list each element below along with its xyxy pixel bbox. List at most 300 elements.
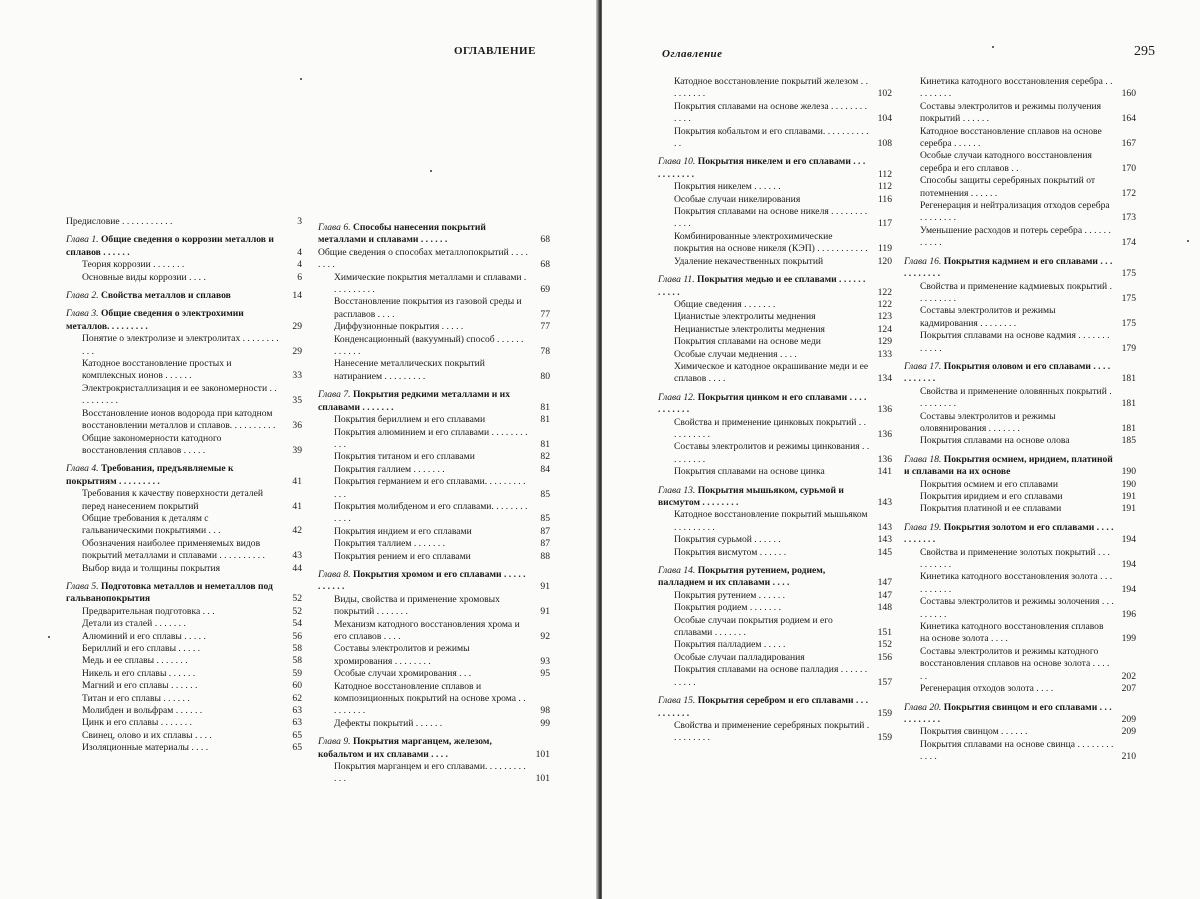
entry-title: Молибден и вольфрам . . . . . . (82, 705, 203, 717)
toc-entry (66, 216, 302, 228)
entry-page-number: 92 (540, 631, 550, 642)
entry-title: Свойства и применение цинковых покрытий . . . . . . . . . . (674, 416, 866, 440)
entry-title: Составы электролитов и режимы хромирования . . . . . . . . (334, 643, 470, 667)
entry-title: Нецианистые электролиты меднения (674, 323, 825, 335)
toc-entry (674, 231, 892, 256)
entry-title: Покрытия рением и его сплавами (334, 550, 471, 562)
entry-page-number: 194 (1121, 534, 1136, 546)
entry-title: Составы электролитов и режимы катодного восстановления сплавов на основе золота . . . . . . (920, 645, 1110, 682)
toc-entry (82, 680, 302, 692)
entry-page-number: 152 (877, 639, 892, 651)
entry-page-number: 194 (1121, 583, 1136, 595)
entry-page-number: 3 (297, 216, 302, 227)
entry-title: Механизм катодного восстановления хрома и его сплавов . . . . (334, 618, 520, 642)
toc-entry (82, 717, 302, 729)
entry-title: Титан и его сплавы . . . . . . (82, 692, 190, 704)
entry-title: Изоляционные материалы . . . . (82, 742, 209, 754)
toc-entry (920, 683, 1136, 695)
toc-entry (674, 602, 892, 614)
toc-entry (674, 361, 892, 386)
entry-title: Цинк и его сплавы . . . . . . . (82, 717, 192, 729)
toc-entry (334, 594, 550, 619)
entry-title: Покрытия свинцом . . . . . . (920, 726, 1028, 738)
entry-title: Общие закономерности катодного восстановления сплавов . . . . . (82, 432, 222, 456)
entry-page-number: 101 (535, 748, 550, 760)
entry-page-number: 104 (877, 113, 892, 125)
entry-page-number: 59 (292, 667, 302, 679)
entry-page-number: 209 (1121, 726, 1136, 738)
entry-page-number: 122 (877, 286, 892, 298)
toc-entry (334, 414, 550, 426)
chapter-number: Глава 7. (318, 389, 353, 401)
entry-title: Химические покрытия металлами и сплавами . . . . . . . . . . (334, 271, 527, 296)
chapter-title: Свойства металлов и сплавов (100, 290, 231, 302)
entry-page-number: 39 (292, 444, 302, 456)
entry-page-number: 99 (540, 717, 550, 729)
chapter-title: Покрытия золотом и его сплавами . . . . . . . . . . . (904, 521, 1114, 546)
toc-entry (674, 547, 892, 559)
toc-chapter-entry (904, 702, 1136, 727)
entry-title: Покрытия сплавами на основе цинка (674, 466, 825, 478)
toc-entry (674, 664, 892, 689)
chapter-title: Общие сведения о коррозии металлов и сплавов . . . . . . (66, 234, 274, 258)
entry-title: Химическое и катодное окрашивание меди и ее сплавов . . . . (674, 360, 869, 385)
entry-page-number: 196 (1121, 608, 1136, 620)
toc-entry (674, 534, 892, 546)
entry-page-number: 136 (877, 453, 892, 465)
toc-entry (674, 590, 892, 602)
entry-title: Обозначения наиболее применяемых видов покрытий металлами и сплавами . . . . . . . . . . (82, 537, 265, 562)
entry-title: Общие требования к деталям с гальваническими покрытиями . . . (82, 512, 221, 537)
toc-entry (920, 596, 1136, 621)
entry-title: Покрытия сплавами на основе олова (920, 435, 1070, 447)
entry-title: Катодное восстановление сплавов на основе серебра . . . . . . (920, 125, 1102, 150)
entry-page-number: 58 (292, 643, 302, 654)
toc-entry (920, 491, 1136, 503)
toc-entry (334, 334, 550, 359)
entry-page-number: 191 (1121, 503, 1136, 515)
entry-page-number: 87 (540, 525, 550, 537)
entry-page-number: 98 (540, 705, 550, 717)
entry-title: Особые случаи меднения . . . . (674, 348, 797, 360)
entry-title: Восстановление покрытия из газовой среды и расплавов . . . . (334, 296, 522, 320)
toc-entry (674, 76, 892, 101)
toc-entry (82, 631, 302, 643)
entry-title: Кинетика катодного восстановления золота . . . . . . . . . . (920, 571, 1113, 595)
entry-page-number: 207 (1121, 683, 1136, 695)
chapter-title: Покрытия серебром и его сплавами . . . . . . . . . . (658, 695, 868, 719)
chapter-title: Покрытия осмием, иридием, платиной и сплавами на их основе (904, 453, 1113, 478)
toc-entry (82, 272, 302, 284)
entry-page-number: 175 (1121, 317, 1136, 329)
entry-page-number: 209 (1121, 713, 1136, 725)
entry-title: Алюминий и его сплавы . . . . . (82, 630, 206, 642)
toc-entry (920, 479, 1136, 491)
toc-entry (82, 742, 302, 754)
entry-page-number: 191 (1121, 491, 1136, 502)
chapter-number: Глава 11. (658, 274, 698, 286)
toc-column-left-1 (66, 216, 302, 755)
toc-entry (674, 720, 892, 745)
toc-entry (920, 225, 1136, 250)
toc-entry (920, 281, 1136, 306)
entry-title: Покрытия сплавами на основе железа . . . . . . . . . . . . (674, 100, 867, 125)
entry-page-number: 68 (540, 234, 550, 246)
entry-title: Особые случаи покрытия родием и его сплавами . . . . . . . (674, 614, 833, 639)
entry-page-number: 210 (1121, 751, 1136, 763)
entry-title: Свойства и применение кадмиевых покрытий . . . . . . . . . (920, 280, 1112, 304)
chapter-title: Покрытия редкими металлами и их сплавами . . . . . . . (318, 389, 510, 413)
toc-entry (920, 150, 1136, 175)
toc-entry (334, 321, 550, 333)
entry-title: Конденсационный (вакуумный) способ . . . . . . . . . . . . (334, 333, 524, 358)
chapter-number: Глава 15. (658, 695, 698, 707)
chapter-title: Покрытия мышьяком, сурьмой и висмутом . . . . . . . . (658, 484, 844, 508)
entry-title: Составы электролитов и режимы цинкования . . . . . . . . . (674, 441, 870, 465)
entry-page-number: 159 (877, 732, 892, 744)
entry-page-number: 129 (877, 336, 892, 348)
chapter-number: Глава 18. (904, 453, 944, 465)
entry-page-number: 85 (540, 488, 550, 500)
chapter-number: Глава 3. (66, 308, 101, 320)
entry-title: Покрытия платиной и ее сплавами (920, 503, 1062, 515)
entry-title: Катодное восстановление сплавов и композиционных покрытий на основе хрома . . . . . . . . . (334, 680, 526, 717)
toc-entry (334, 501, 550, 526)
entry-page-number: 147 (877, 577, 892, 589)
chapter-number: Глава 8. (318, 568, 353, 580)
entry-title: Покрытия галлием . . . . . . . (334, 463, 445, 475)
toc-chapter-entry (66, 308, 302, 333)
entry-page-number: 6 (297, 271, 302, 283)
entry-page-number: 179 (1121, 342, 1136, 354)
entry-page-number: 65 (292, 742, 302, 754)
toc-entry (920, 547, 1136, 572)
toc-entry (674, 101, 892, 126)
toc-entry (318, 247, 550, 272)
entry-page-number: 120 (877, 255, 892, 267)
toc-entry (674, 509, 892, 534)
entry-title: Покрытия титаном и его сплавами (334, 451, 475, 463)
toc-entry (674, 349, 892, 361)
entry-title: Покрытия родием . . . . . . . (674, 602, 782, 614)
entry-page-number: 63 (292, 717, 302, 729)
toc-entry (334, 761, 550, 786)
entry-title: Покрытия кобальтом и его сплавами. . . . . . . . . . . . (674, 125, 869, 150)
chapter-title: Покрытия медью и ее сплавами . . . . . . . . . . . (658, 274, 866, 298)
toc-entry (334, 427, 550, 452)
entry-page-number: 116 (877, 193, 892, 205)
entry-page-number: 84 (540, 463, 550, 475)
toc-entry (674, 311, 892, 323)
entry-title: Электрокристаллизация и ее закономерности . . . . . . . . . . (82, 382, 277, 407)
entry-title: Регенерация и нейтрализация отходов серебра . . . . . . . . (920, 200, 1110, 224)
entry-title: Предисловие . . . . . . . . . . . (66, 216, 173, 227)
toc-chapter-entry (318, 736, 550, 761)
entry-page-number: 35 (292, 395, 302, 407)
entry-title: Комбинированные электрохимические покрытия на основе никеля (КЭП) . . . . . . . . . . . (674, 230, 868, 255)
entry-page-number: 181 (1121, 422, 1136, 434)
toc-chapter-entry (904, 522, 1136, 547)
entry-title: Нанесение металлических покрытий натиранием . . . . . . . . . (334, 358, 485, 382)
entry-title: Никель и его сплавы . . . . . . (82, 667, 196, 679)
entry-title: Покрытия молибденом и его сплавами. . . . . . . . . . . . (334, 500, 528, 525)
toc-entry (920, 621, 1136, 646)
entry-title: Особые случаи катодного восстановления серебра и его сплавов . . (920, 150, 1092, 174)
toc-entry (82, 513, 302, 538)
toc-entry (674, 256, 892, 268)
chapter-number: Глава 16. (904, 255, 944, 267)
chapter-title: Покрытия кадмием и его сплавами . . . . . . . . . . . (904, 255, 1113, 280)
chapter-title: Покрытия цинком и его сплавами . . . . . . . . . . . (658, 391, 867, 416)
page-number: 295 (1134, 44, 1155, 59)
entry-title: Свойства и применение серебряных покрытий . . . . . . . . . (674, 719, 870, 744)
chapter-title: Покрытия оловом и его сплавами . . . . . . . . . . . (904, 360, 1111, 385)
entry-page-number: 4 (297, 246, 302, 258)
entry-page-number: 42 (292, 525, 302, 537)
chapter-number: Глава 10. (658, 156, 698, 168)
entry-page-number: 160 (1121, 88, 1136, 100)
entry-title: Составы электролитов и режимы кадмирования . . . . . . . . (920, 305, 1056, 329)
entry-page-number: 95 (540, 668, 550, 680)
toc-entry (334, 296, 550, 321)
toc-entry (82, 538, 302, 563)
right-page (602, 0, 1200, 899)
toc-entry (920, 646, 1136, 683)
entry-title: Детали из сталей . . . . . . . (82, 618, 186, 630)
toc-entry (920, 503, 1136, 515)
entry-page-number: 52 (292, 605, 302, 617)
chapter-number: Глава 6. (318, 222, 353, 233)
toc-entry (920, 330, 1136, 355)
entry-title: Составы электролитов и режимы получения покрытий . . . . . . (920, 100, 1102, 125)
entry-title: Покрытия рутением . . . . . . (674, 589, 786, 601)
toc-column-left-2 (318, 216, 550, 786)
toc-entry (82, 358, 302, 383)
chapter-number: Глава 12. (658, 391, 698, 403)
entry-page-number: 87 (540, 538, 550, 550)
toc-chapter-entry (66, 463, 302, 488)
entry-page-number: 159 (877, 707, 892, 719)
entry-page-number: 93 (540, 655, 550, 667)
toc-entry (334, 476, 550, 501)
entry-title: Покрытия сплавами на основе свинца . . . . . . . . . . . . (920, 738, 1114, 763)
entry-title: Общие сведения о способах металлопокрытий . . . . . . . . (318, 246, 528, 271)
toc-entry (674, 324, 892, 336)
toc-entry (82, 563, 302, 575)
entry-page-number: 112 (877, 168, 892, 180)
entry-page-number: 143 (877, 534, 892, 546)
entry-page-number: 69 (540, 284, 550, 296)
entry-page-number: 81 (540, 401, 550, 413)
entry-title: Особые случаи палладирования (674, 651, 805, 663)
toc-entry (674, 126, 892, 151)
entry-page-number: 199 (1121, 633, 1136, 645)
entry-page-number: 68 (540, 259, 550, 271)
entry-title: Теория коррозии . . . . . . . (82, 259, 185, 271)
entry-page-number: 119 (877, 243, 892, 255)
toc-chapter-entry (904, 454, 1136, 479)
entry-title: Магний и его сплавы . . . . . . (82, 680, 198, 692)
entry-title: Основные виды коррозии . . . . (82, 271, 206, 283)
entry-title: Выбор вида и толщины покрытия (82, 562, 221, 574)
left-page (0, 0, 598, 899)
toc-entry (82, 606, 302, 618)
entry-page-number: 82 (540, 451, 550, 463)
toc-entry (82, 488, 302, 513)
entry-title: Катодное восстановление покрытий мышьяком . . . . . . . . . (674, 509, 868, 533)
toc-entry (334, 538, 550, 550)
toc-entry (334, 526, 550, 538)
entry-page-number: 134 (877, 373, 892, 385)
entry-title: Бериллий и его сплавы . . . . . (82, 643, 201, 654)
chapter-number: Глава 9. (318, 736, 353, 748)
entry-page-number: 4 (297, 259, 302, 271)
entry-title: Покрытия германием и его сплавами. . . . . . . . . . . . (334, 476, 526, 500)
entry-page-number: 29 (292, 320, 302, 332)
toc-entry (920, 101, 1136, 126)
toc-entry (334, 668, 550, 680)
toc-entry (920, 175, 1136, 200)
entry-title: Покрытия сплавами на основе кадмия . . . . . . . . . . . . (920, 330, 1110, 354)
entry-page-number: 91 (540, 581, 550, 593)
entry-page-number: 157 (877, 676, 892, 688)
entry-page-number: 181 (1121, 373, 1136, 385)
toc-entry (82, 693, 302, 705)
chapter-number: Глава 19. (904, 521, 944, 533)
entry-page-number: 80 (540, 370, 550, 382)
chapter-number: Глава 4. (66, 463, 101, 475)
entry-title: Покрытия висмутом . . . . . . (674, 546, 787, 558)
entry-page-number: 147 (877, 589, 892, 601)
entry-title: Кинетика катодного восстановления серебра . . . . . . . . . (920, 76, 1113, 100)
entry-page-number: 133 (877, 348, 892, 360)
entry-title: Цианистые электролиты меднения (674, 311, 816, 323)
entry-page-number: 85 (540, 513, 550, 525)
entry-page-number: 65 (292, 729, 302, 741)
entry-title: Покрытия никелем . . . . . . (674, 181, 781, 193)
entry-page-number: 164 (1121, 113, 1136, 125)
entry-page-number: 175 (1121, 268, 1136, 280)
running-head-left: ОГЛАВЛЕНИЕ (454, 45, 536, 57)
entry-title: Предварительная подготовка . . . (82, 605, 215, 617)
entry-page-number: 170 (1121, 162, 1136, 174)
entry-title: Дефекты покрытий . . . . . . (334, 717, 443, 729)
toc-entry (82, 383, 302, 408)
entry-page-number: 190 (1121, 478, 1136, 490)
chapter-title: Покрытия свинцом и его сплавами . . . . . . . . . . . (904, 701, 1112, 725)
entry-page-number: 112 (877, 181, 892, 193)
entry-page-number: 14 (292, 290, 302, 302)
entry-title: Требования к качеству поверхности деталей перед нанесением покрытий (82, 488, 263, 512)
chapter-title: Подготовка металлов и неметаллов под гальванопокрытия (66, 580, 273, 605)
entry-page-number: 156 (877, 651, 892, 663)
toc-entry (334, 464, 550, 476)
entry-title: Особые случаи хромирования . . . (334, 668, 472, 680)
toc-entry (334, 551, 550, 563)
entry-page-number: 62 (292, 692, 302, 704)
entry-title: Свойства и применение оловянных покрытий . . . . . . . . . (920, 385, 1112, 410)
toc-chapter-entry (66, 234, 302, 259)
entry-title: Покрытия сплавами на основе меди (674, 336, 821, 348)
entry-page-number: 202 (1121, 670, 1136, 682)
toc-entry (82, 408, 302, 433)
scan-speck (992, 46, 994, 48)
entry-title: Медь и ее сплавы . . . . . . . (82, 655, 188, 667)
chapter-title: Покрытия рутением, родием, палладием и их сплавами . . . . (658, 565, 826, 589)
entry-title: Покрытия бериллием и его сплавами (334, 414, 486, 426)
entry-page-number: 101 (535, 773, 550, 785)
toc-entry (674, 181, 892, 193)
entry-page-number: 167 (1121, 138, 1136, 150)
entry-page-number: 41 (292, 500, 302, 512)
entry-page-number: 190 (1121, 466, 1136, 478)
entry-page-number: 33 (292, 370, 302, 382)
toc-entry (674, 466, 892, 478)
chapter-number: Глава 17. (904, 360, 944, 372)
entry-page-number: 78 (540, 346, 550, 358)
entry-page-number: 29 (292, 345, 302, 357)
toc-entry (674, 299, 892, 311)
toc-entry (674, 336, 892, 348)
toc-chapter-entry (658, 156, 892, 181)
toc-chapter-entry (66, 290, 302, 302)
toc-entry (674, 615, 892, 640)
entry-page-number: 81 (540, 438, 550, 450)
toc-chapter-entry (318, 222, 550, 247)
toc-entry (920, 726, 1136, 738)
chapter-title: Общие сведения о электрохимии металлов. . . . . . . . . (66, 308, 244, 332)
toc-entry (82, 643, 302, 655)
entry-title: Покрытия таллием . . . . . . . (334, 538, 446, 550)
scan-speck (1187, 240, 1189, 242)
toc-entry (82, 668, 302, 680)
entry-page-number: 151 (877, 627, 892, 639)
toc-entry (334, 619, 550, 644)
toc-entry (920, 305, 1136, 330)
entry-page-number: 181 (1121, 398, 1136, 410)
toc-entry (920, 739, 1136, 764)
toc-entry (920, 435, 1136, 447)
entry-page-number: 194 (1121, 559, 1136, 571)
toc-entry (82, 618, 302, 630)
entry-title: Покрытия сурьмой . . . . . . (674, 534, 781, 546)
entry-page-number: 43 (292, 550, 302, 562)
entry-title: Покрытия алюминием и его сплавами . . . . . . . . . . . (334, 426, 528, 450)
scan-speck (300, 78, 302, 80)
entry-title: Свинец, олово и их сплавы . . . . (82, 729, 212, 741)
chapter-title: Требования, предъявляемые к покрытиям . . . . . . . . . (66, 463, 234, 487)
entry-page-number: 58 (292, 655, 302, 667)
entry-page-number: 122 (877, 298, 892, 310)
entry-title: Понятие о электролизе и электролитах . . . . . . . . . . . (82, 333, 279, 357)
entry-page-number: 52 (292, 593, 302, 605)
toc-entry (82, 433, 302, 458)
chapter-number: Глава 2. (66, 290, 101, 302)
toc-entry (920, 200, 1136, 225)
entry-page-number: 145 (877, 546, 892, 558)
chapter-number: Глава 13. (658, 484, 698, 496)
entry-page-number: 88 (540, 550, 550, 562)
entry-page-number: 136 (877, 428, 892, 440)
entry-title: Диффузионные покрытия . . . . . (334, 321, 464, 333)
entry-page-number: 148 (877, 602, 892, 614)
entry-page-number: 172 (1121, 187, 1136, 199)
entry-page-number: 91 (540, 606, 550, 618)
toc-chapter-entry (66, 581, 302, 606)
toc-column-right-2 (904, 76, 1136, 764)
entry-title: Удаление некачественных покрытий (674, 255, 824, 267)
entry-page-number: 108 (877, 138, 892, 150)
